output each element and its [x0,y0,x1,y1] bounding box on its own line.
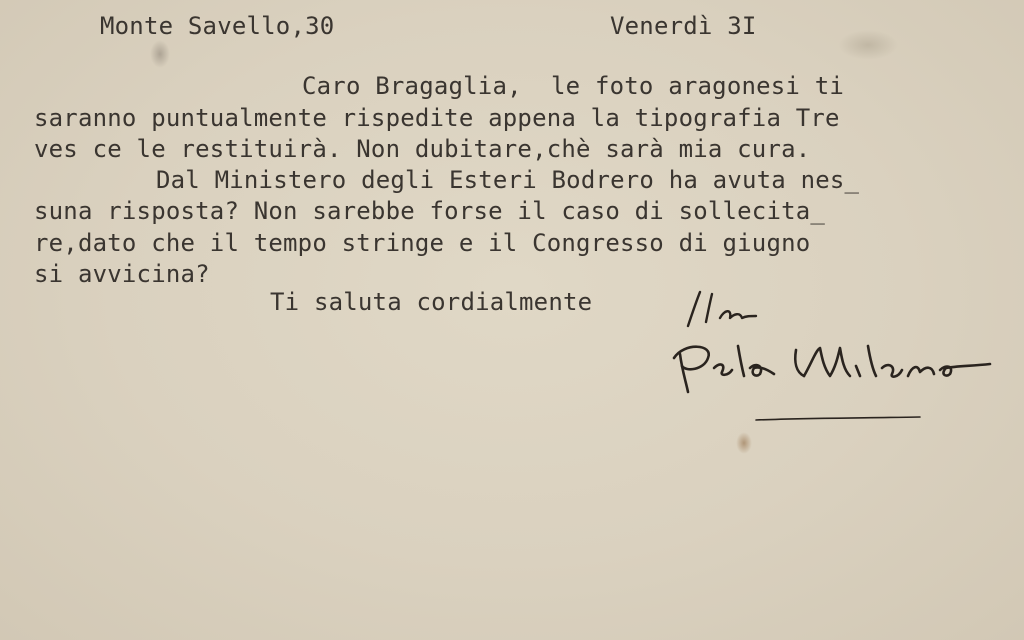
stain-center [736,432,752,454]
body-line-4: Dal Ministero degli Esteri Bodrero ha avuta nes_ [156,166,860,194]
closing: Ti saluta cordialmente [270,288,593,316]
date: Venerdì 3I [610,12,757,40]
body-line-7: si avvicina? [34,260,210,288]
body-line-1: Caro Bragaglia, le foto aragonesi ti [302,72,845,100]
address: Monte Savello,30 [100,12,335,40]
body-line-3: ves ce le restituirà. Non dubitare,chè sarà mia cura. [34,135,811,163]
body-line-2: saranno puntualmente rispedite appena la tipografia Tre [34,104,840,132]
signature [664,336,1004,406]
handwritten-tuo-mark [676,286,776,336]
body-line-5: suna risposta? Non sarebbe forse il caso di sollecita_ [34,197,826,225]
signature-underline [754,414,924,424]
body-line-6: re,dato che il tempo stringe e il Congresso di giugno [34,229,811,257]
stain-top-right [838,30,898,60]
stain-left [150,40,170,68]
